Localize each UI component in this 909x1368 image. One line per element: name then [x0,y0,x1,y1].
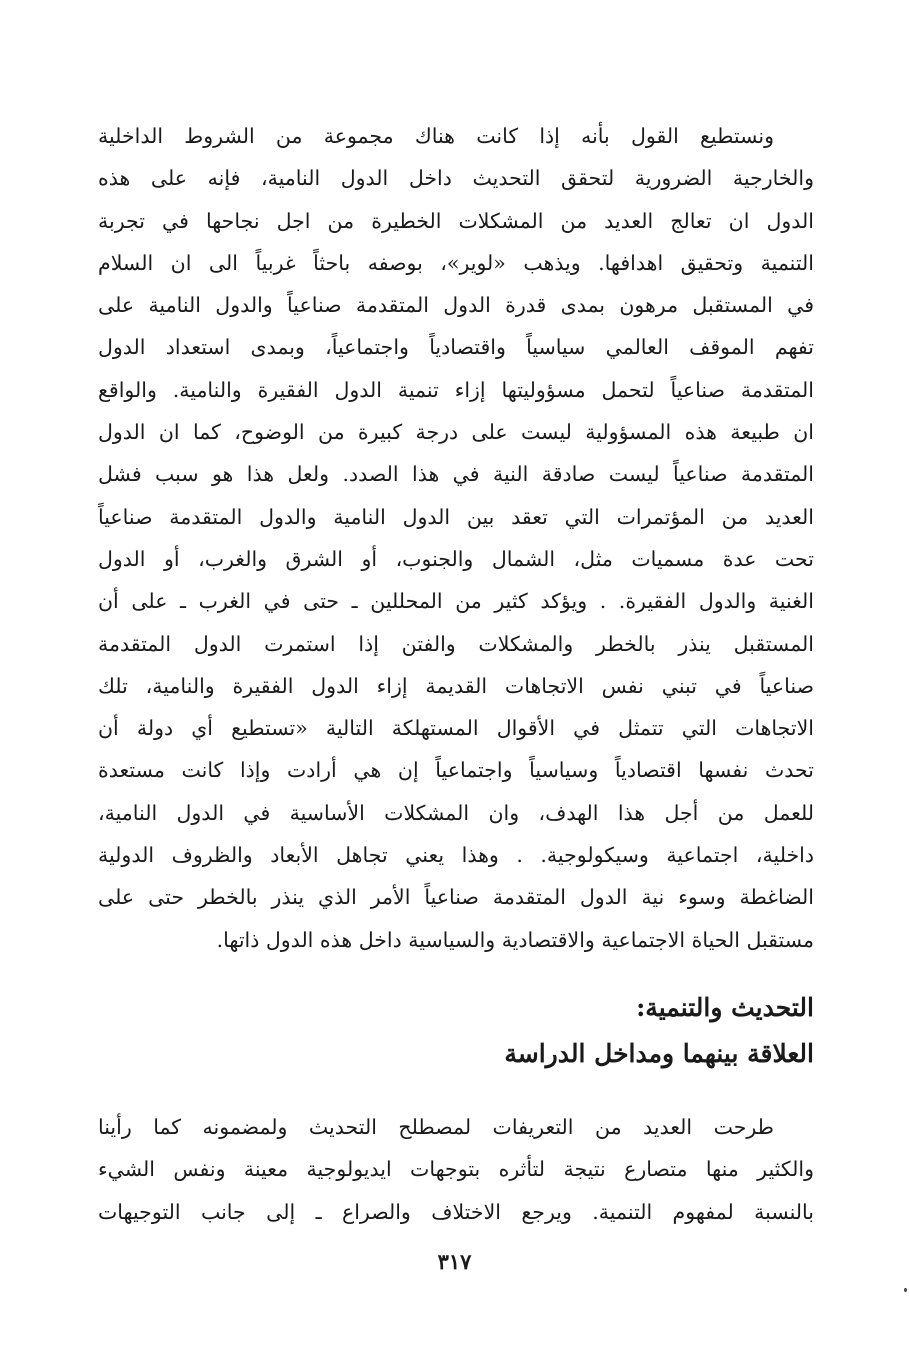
text-line: ونستطيع القول بأنه إذا كانت هناك مجموعة من الشروط الداخلية [98,124,774,148]
paragraph-body-2 [98,1106,814,1233]
section-title: التحديث والتنمية: [636,993,814,1022]
text-line: المتقدمة صناعياً ليست صادقة النية في هذا الصدد. ولعل هذا هو سبب فشل [98,462,814,487]
text-line: تفهم الموقف العالمي سياسياً واقتصادياً واجتماعياً، وبمدى استعداد الدول [98,335,814,360]
section-subtitle: العلاقة بينهما ومداخل الدراسة [504,1039,814,1068]
section-heading [98,985,814,1077]
text-line: والكثير منها متصارع نتيجة لتأثره بتوجهات ايديولوجية معينة ونفس الشيء [98,1157,814,1182]
text-line: مستقبل الحياة الاجتماعية والاقتصادية والسياسية داخل هذه الدول ذاتها. [216,927,814,952]
text-line: التنمية وتحقيق اهدافها. ويذهب «لوير»، بوصفه باحثاً غربياً الى ان السلام [98,250,814,275]
text-line: للعمل من أجل هذا الهدف، وان المشكلات الأساسية في الدول النامية، [98,800,814,825]
scan-speck [904,1288,907,1292]
text-line: العديد من المؤتمرات التي تعقد بين الدول النامية والدول المتقدمة صناعياً [98,504,814,529]
text-line: صناعياً في تبني نفس الاتجاهات القديمة إزاء الدول الفقيرة والنامية، تلك [98,673,814,698]
text-line: داخلية، اجتماعية وسيكولوجية. . وهذا يعني تجاهل الأبعاد والظروف الدولية [98,843,814,868]
text-line: بالنسبة لمفهوم التنمية. ويرجع الاختلاف والصراع ـ إلى جانب التوجيهات [98,1199,814,1224]
page-number: ٣١٧ [437,1249,472,1274]
text-line: طرحت العديد من التعريفات لمصطلح التحديث ولمضمونه كما رأينا [98,1115,774,1139]
text-line: المتقدمة صناعياً لتحمل مسؤوليتها إزاء تنمية الدول الفقيرة والنامية. والواقع [98,377,814,402]
text-line: المستقبل ينذر بالخطر والمشكلات والفتن إذا استمرت الدول المتقدمة [98,631,814,656]
paragraph-body-1 [98,115,814,961]
text-line: في المستقبل مرهون بمدى قدرة الدول المتقدمة صناعياً والدول النامية على [98,293,814,318]
text-line: الضاغطة وسوء نية الدول المتقدمة صناعياً الأمر الذي ينذر بالخطر حتى على [98,885,814,910]
text-line: ان طبيعة هذه المسؤولية ليست على درجة كبيرة من الوضوح، كما ان الدول [98,420,814,445]
text-line: والخارجية الضرورية لتحقق التحديث داخل الدول النامية، فإنه على هذه [98,166,814,191]
text-line: تحدث نفسها اقتصادياً وسياسياً واجتماعياً إن هي أرادت وإذا كانت مستعدة [98,758,814,783]
text-line: الاتجاهات التي تتمثل في الأقوال المستهلكة التالية «تستطيع أي دولة أن [98,716,814,741]
text-line: تحت عدة مسميات مثل، الشمال والجنوب، أو الشرق والغرب، أو الدول [98,546,814,571]
text-line: الدول ان تعالج العديد من المشكلات الخطيرة من اجل نجاحها في تجربة [98,208,814,233]
text-line: الغنية والدول الفقيرة. . ويؤكد كثير من المحللين ـ حتى في الغرب ـ على أن [98,589,814,614]
